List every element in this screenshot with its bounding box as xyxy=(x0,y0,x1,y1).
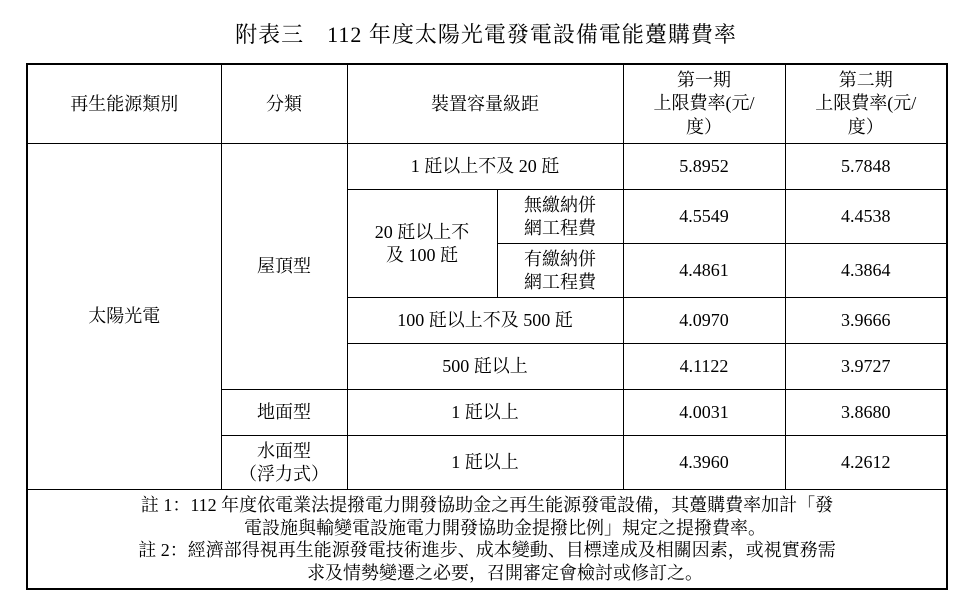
subcapacity-line-2: 網工程費 xyxy=(524,217,596,238)
header-period-2 xyxy=(785,64,947,144)
cell-capacity-over-500kw: 500 瓩以上 xyxy=(347,344,623,390)
capacity-line-1: 20 瓩以上不 xyxy=(374,222,470,243)
category-line-1: 水面型 xyxy=(257,441,311,462)
header-period-2-line-1: 第二期 xyxy=(838,70,893,90)
note-1-line-2: 電設施與輸變電設施電力開發協助金提撥比例」規定之提撥費率。 xyxy=(244,517,766,538)
cell-period2-rate: 4.3864 xyxy=(785,244,947,298)
category-line-2: （浮力式） xyxy=(239,463,329,484)
cell-category-rooftop: 屋頂型 xyxy=(221,144,347,390)
cell-category-floating xyxy=(221,436,347,490)
header-energy-type: 再生能源類別 xyxy=(27,64,221,144)
cell-capacity-over-1kw-floating: 1 瓩以上 xyxy=(347,436,623,490)
cell-capacity-over-1kw-ground: 1 瓩以上 xyxy=(347,390,623,436)
subcapacity-line-1: 無繳納併 xyxy=(524,195,596,216)
table-header-row xyxy=(27,64,947,144)
cell-period2-rate: 3.9666 xyxy=(785,298,947,344)
cell-capacity-20-100kw xyxy=(347,190,497,298)
rate-table-container xyxy=(26,63,946,590)
cell-period2-rate: 4.4538 xyxy=(785,190,947,244)
capacity-line-2: 及 100 瓩 xyxy=(386,244,458,265)
header-period-2-line-2: 上限費率(元/ xyxy=(815,93,917,114)
cell-period1-rate: 4.3960 xyxy=(623,436,785,490)
subcapacity-line-2: 網工程費 xyxy=(524,271,596,292)
cell-energy-type-solar: 太陽光電 xyxy=(27,144,221,490)
header-period-1-line-1: 第一期 xyxy=(677,70,731,90)
cell-capacity-1-20kw: 1 瓩以上不及 20 瓩 xyxy=(347,144,623,190)
table-notes xyxy=(27,490,947,590)
cell-period1-rate: 4.1122 xyxy=(623,344,785,390)
cell-period1-rate: 4.5549 xyxy=(623,190,785,244)
cell-period1-rate: 4.0031 xyxy=(623,390,785,436)
header-period-1-line-2: 上限費率(元/ xyxy=(653,93,755,114)
page-title: 附表三 112 年度太陽光電發電設備電能躉購費率 xyxy=(235,22,737,47)
note-2-line-2: 求及情勢變遷之必要，召開審定會檢討或修訂之。 xyxy=(307,562,703,583)
cell-period1-rate: 4.4861 xyxy=(623,244,785,298)
cell-subcapacity-no-grid-fee xyxy=(497,190,623,244)
table-row xyxy=(27,144,947,190)
subcapacity-line-1: 有繳納併 xyxy=(524,249,596,270)
cell-period2-rate: 4.2612 xyxy=(785,436,947,490)
cell-subcapacity-with-grid-fee xyxy=(497,244,623,298)
note-1-line-1: 註 1：112 年度依電業法提撥電力開發協助金之再生能源發電設備，其躉購費率加計「發 xyxy=(140,495,834,516)
cell-period2-rate: 3.9727 xyxy=(785,344,947,390)
cell-period1-rate: 5.8952 xyxy=(623,144,785,190)
cell-period2-rate: 5.7848 xyxy=(785,144,947,190)
note-2-line-1: 註 2：經濟部得視再生能源發電技術進步、成本變動、目標達成及相關因素，或視實務需 xyxy=(138,540,836,561)
table-notes-row xyxy=(27,490,947,590)
header-period-1 xyxy=(623,64,785,144)
cell-period1-rate: 4.0970 xyxy=(623,298,785,344)
header-period-1-line-3: 度） xyxy=(686,116,722,137)
header-category: 分類 xyxy=(221,64,347,144)
cell-capacity-100-500kw: 100 瓩以上不及 500 瓩 xyxy=(347,298,623,344)
cell-category-ground: 地面型 xyxy=(221,390,347,436)
solar-feed-in-tariff-table xyxy=(26,63,948,590)
header-period-2-line-3: 度） xyxy=(847,116,884,137)
cell-period2-rate: 3.8680 xyxy=(785,390,947,436)
header-capacity-range: 裝置容量級距 xyxy=(347,64,623,144)
